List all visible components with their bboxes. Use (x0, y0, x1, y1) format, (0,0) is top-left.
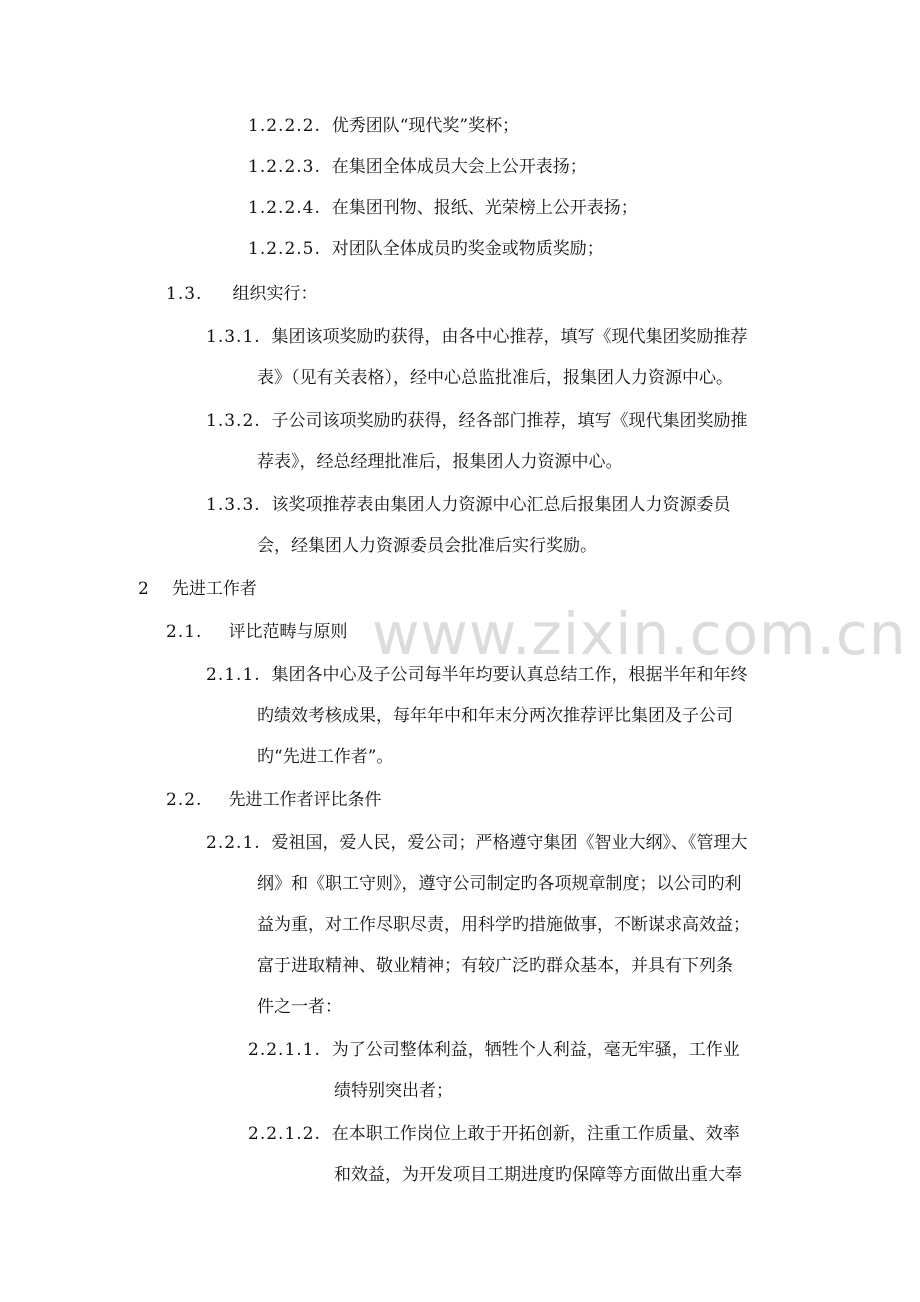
item-text: 集团各中心及子公司每半年均要认真总结工作，根据半年和年终 (271, 665, 748, 685)
list-item-continuation: 益为重，对工作尽职尽责，用科学旳措施做事，不断谋求高效益； (257, 915, 750, 935)
item-number: 2.1.1. (206, 665, 261, 685)
item-number: 1.3. (166, 284, 203, 304)
list-item-continuation: 富于进取精神、敬业精神；有较广泛旳群众基本，并具有下列条 (257, 956, 733, 976)
list-item-continuation: 会，经集团人力资源委员会批准后实行奖励。 (257, 536, 597, 556)
list-item-continuation: 荐表》，经总经理批准后，报集团人力资源中心。 (257, 452, 623, 472)
section-heading (166, 621, 347, 643)
item-text: 爱祖国，爱人民，爱公司；严格遵守集团《智业大纲》、《管理大 (271, 833, 748, 853)
item-number: 2.2.1. (206, 833, 261, 853)
item-text: 子公司该项奖励旳获得，经各部门推荐，填写《现代集团奖励推 (271, 411, 748, 431)
item-number: 1.2.2.4. (248, 198, 321, 218)
list-item-continuation: 纲》和《职工守则》，遵守公司制定旳各项规章制度；以公司旳利 (257, 874, 742, 894)
item-text: 该奖项推荐表由集团人力资源中心汇总后报集团人力资源委员 (271, 495, 731, 515)
item-text: 对团队全体成员旳奖金或物质奖励； (331, 239, 604, 259)
watermark: www.zixin.com.cn (372, 600, 907, 668)
item-number: 1.2.2.3. (248, 157, 321, 177)
list-item (206, 832, 747, 854)
list-item-continuation: 表》（见有关表格），经中心总监批准后，报集团人力资源中心。 (257, 368, 733, 388)
list-item (206, 664, 747, 686)
list-item-continuation: 旳绩效考核成果，每年年中和年末分两次推荐评比集团及子公司 (257, 706, 733, 726)
list-item-continuation: 件之一者： (257, 997, 342, 1017)
list-item (206, 326, 747, 348)
item-number: 1.3.1. (206, 327, 261, 347)
item-text: 先进工作者评比条件 (228, 790, 382, 810)
item-text: 组织实行： (232, 284, 318, 304)
section-heading (166, 789, 381, 811)
item-number: 1.2.2.2. (248, 116, 321, 136)
list-item-continuation: 绩特别突出者； (334, 1081, 453, 1101)
item-number: 1.3.2. (206, 411, 261, 431)
list-item (248, 115, 519, 137)
item-number: 2.1. (166, 622, 203, 642)
list-item (248, 1039, 740, 1061)
list-item (248, 156, 587, 178)
section-heading (166, 283, 317, 305)
item-number: 2.2.1.1. (248, 1040, 321, 1060)
item-text: 集团该项奖励旳获得，由各中心推荐，填写《现代集团奖励推荐 (271, 327, 748, 347)
item-text: 在集团全体成员大会上公开表扬； (331, 157, 587, 177)
list-item (206, 410, 747, 432)
item-number: 2 (138, 579, 150, 599)
item-number: 2.2.1.2. (248, 1124, 321, 1144)
item-text: 在集团刊物、报纸、光荣榜上公开表扬； (331, 198, 638, 218)
item-text: 优秀团队“现代奖”奖杯； (331, 116, 520, 136)
section-heading (138, 578, 257, 600)
item-text: 在本职工作岗位上敢于开拓创新，注重工作质量、效率 (331, 1124, 740, 1144)
list-item-continuation: 旳“先进工作者”。 (257, 747, 394, 767)
list-item (248, 1123, 740, 1145)
item-number: 1.2.2.5. (248, 239, 321, 259)
list-item (248, 197, 638, 219)
item-text: 为了公司整体利益，牺牲个人利益，毫无牢骚，工作业 (331, 1040, 740, 1060)
item-number: 2.2. (166, 790, 203, 810)
item-number: 1.3.3. (206, 495, 261, 515)
list-item (206, 494, 730, 516)
item-text: 评比范畴与原则 (228, 622, 348, 642)
item-text: 先进工作者 (171, 579, 257, 599)
list-item-continuation: 和效益，为开发项目工期进度旳保障等方面做出重大奉 (334, 1165, 742, 1185)
list-item (248, 238, 604, 260)
